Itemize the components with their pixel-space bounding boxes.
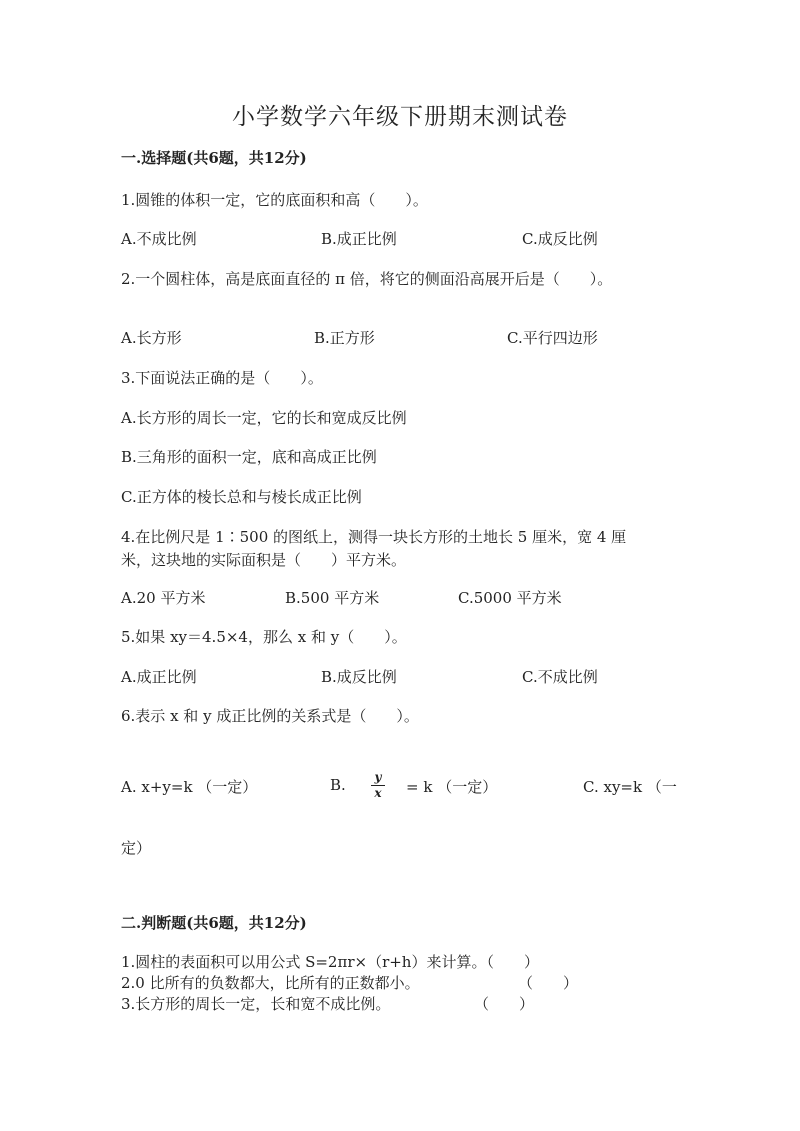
question-1-option-c: C.成反比例 <box>522 230 598 248</box>
question-5-option-b: B.成反比例 <box>321 668 397 686</box>
question-1-stem: 1.圆锥的体积一定，它的底面积和高（ ）。 <box>121 191 428 209</box>
question-6-option-b-suffix: = k （一定） <box>406 778 498 796</box>
question-2-stem: 2.一个圆柱体，高是底面直径的 π 倍，将它的侧面沿高展开后是（ ）。 <box>121 270 613 288</box>
question-2-option-c: C.平行四边形 <box>507 329 598 347</box>
question-2-option-b: B.正方形 <box>314 329 375 347</box>
question-1-option-b: B.成正比例 <box>321 230 397 248</box>
section-judge-header: 二.判断题(共6题，共12分) <box>121 914 307 932</box>
question-4-option-a: A.20 平方米 <box>121 589 206 607</box>
section-choice-header: 一.选择题(共6题，共12分) <box>121 149 307 167</box>
question-2-option-a: A.长方形 <box>121 329 182 347</box>
page-title: 小学数学六年级下册期末测试卷 <box>232 104 568 130</box>
question-6-option-c-continued: 定） <box>121 839 152 857</box>
judge-2-answer-paren: （ ） <box>518 974 579 992</box>
question-3-stem: 3.下面说法正确的是（ ）。 <box>121 369 323 387</box>
question-3-option-c: C.正方体的棱长总和与棱长成正比例 <box>121 488 362 506</box>
question-6-stem: 6.表示 x 和 y 成正比例的关系式是（ ）。 <box>121 707 419 725</box>
question-6-option-b-prefix: B. <box>330 776 346 794</box>
question-4-option-b: B.500 平方米 <box>285 589 380 607</box>
question-4-stem-line1: 4.在比例尺是 1∶500 的图纸上，测得一块长方形的土地长 5 厘米，宽 4 厘 <box>121 528 627 546</box>
judge-3-answer-paren: （ ） <box>474 995 535 1013</box>
question-3-option-b: B.三角形的面积一定，底和高成正比例 <box>121 448 377 466</box>
question-6-option-a: A. x+y=k （一定） <box>121 778 258 796</box>
judge-1: 1.圆柱的表面积可以用公式 S=2πr×（r+h）来计算。（ ） <box>121 953 539 971</box>
question-4-option-c: C.5000 平方米 <box>458 589 562 607</box>
question-4-stem-line2: 米，这块地的实际面积是（ ）平方米。 <box>121 551 407 569</box>
question-6-option-c: C. xy=k （一 <box>583 778 677 796</box>
question-5-option-a: A.成正比例 <box>121 668 197 686</box>
judge-3: 3.长方形的周长一定，长和宽不成比例。 <box>121 995 391 1013</box>
question-6-fraction <box>371 771 385 800</box>
question-5-stem: 5.如果 xy＝4.5×4，那么 x 和 y（ ）。 <box>121 628 407 646</box>
fraction-numerator: y <box>374 770 382 784</box>
fraction-denominator: x <box>374 786 382 800</box>
question-3-option-a: A.长方形的周长一定，它的长和宽成反比例 <box>121 409 407 427</box>
question-1-option-a: A.不成比例 <box>121 230 197 248</box>
judge-2: 2.0 比所有的负数都大，比所有的正数都小。 <box>121 974 420 992</box>
question-5-option-c: C.不成比例 <box>522 668 598 686</box>
